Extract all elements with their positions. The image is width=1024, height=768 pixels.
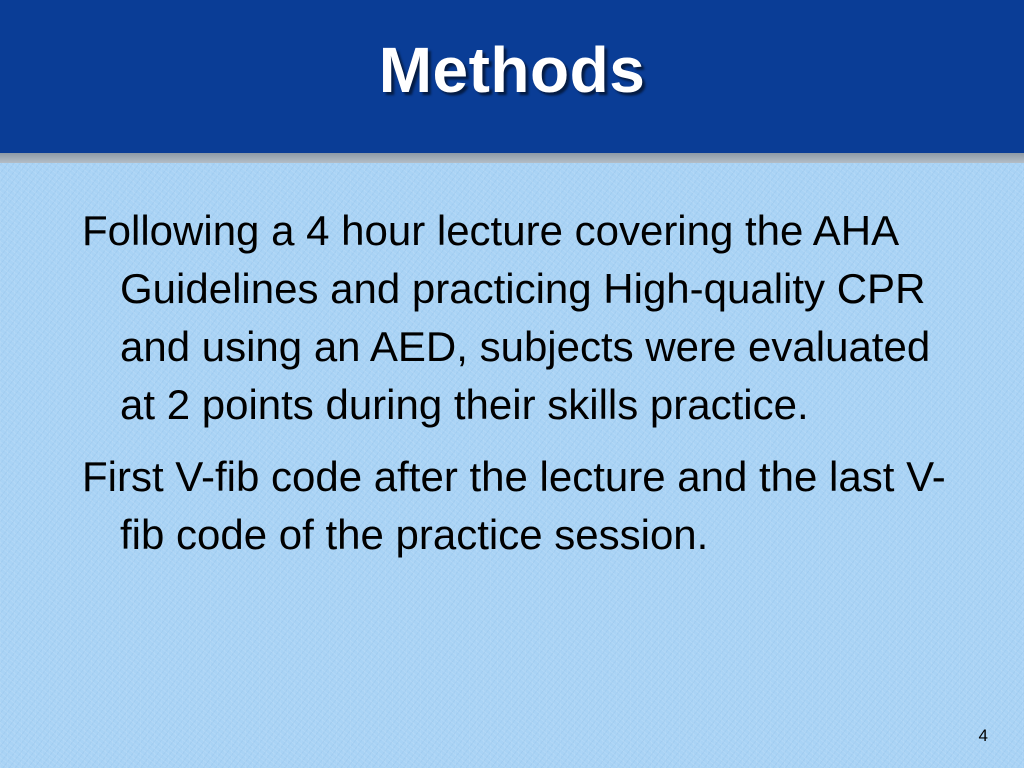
page-number: 4	[978, 726, 988, 745]
slide-body	[82, 202, 952, 564]
body-paragraph: Following a 4 hour lecture covering the AHA Guidelines and practicing High-quality CPR and using an AED, subjects were evaluated at 2 points during their skills practice.	[82, 207, 931, 428]
title-divider	[0, 153, 1024, 163]
slide-title: Methods	[378, 33, 646, 106]
title-bar	[0, 0, 1024, 153]
body-paragraph: First V-fib code after the lecture and the last V-fib code of the practice session.	[82, 453, 946, 558]
